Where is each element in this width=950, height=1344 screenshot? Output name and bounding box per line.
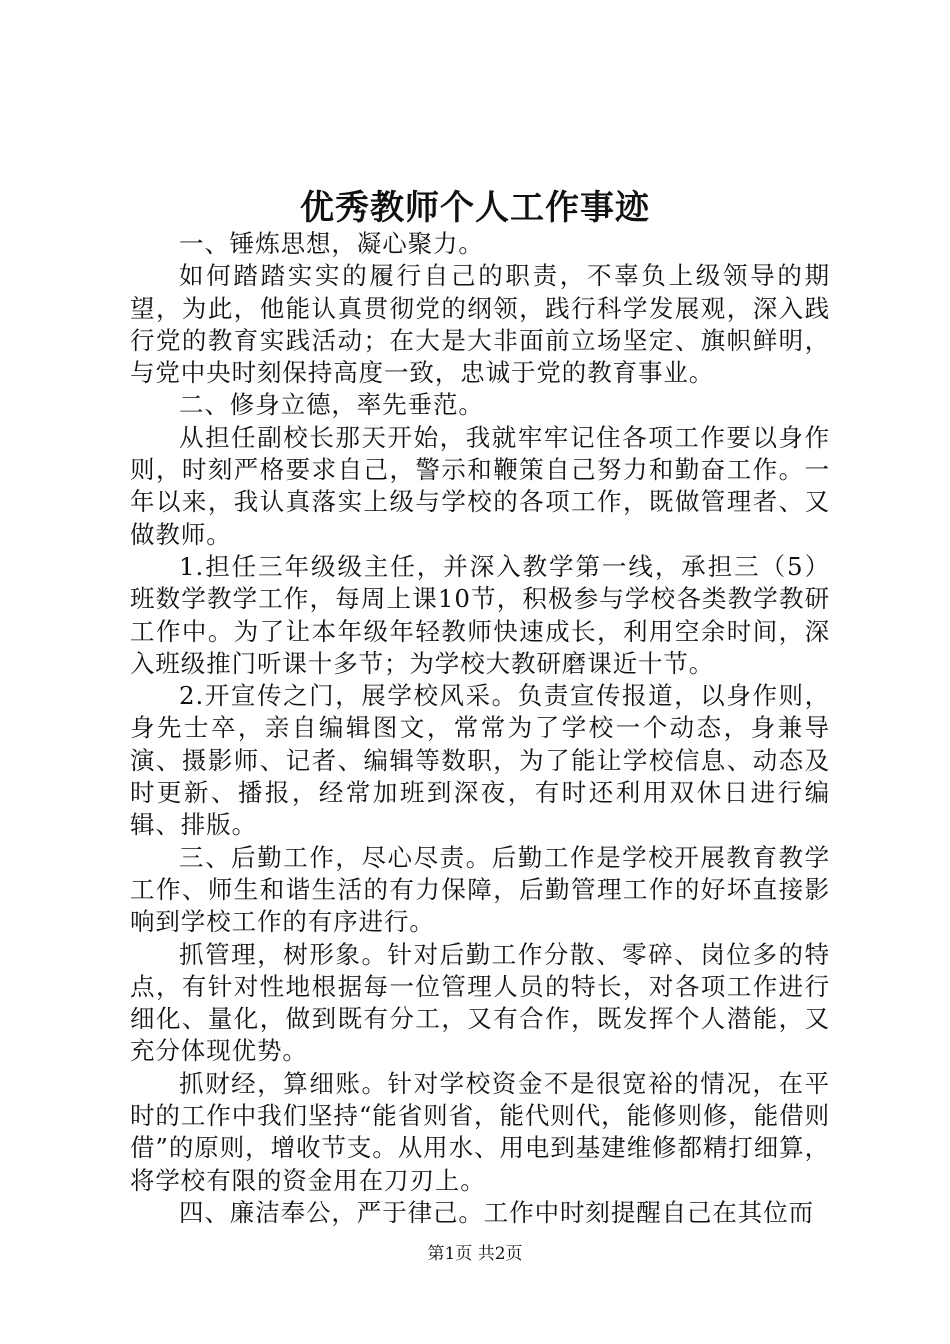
paragraph: 2.开宣传之门，展学校风采。负责宣传报道，以身作则，身先士卒，亲自编辑图文，常常为了学校一个动态，身兼导演、摄影师、记者、编辑等数职，为了能让学校信息、动态及时更新、播报，经常加班到深夜，有时还利用双休日进行编辑、排版。 <box>130 681 830 840</box>
page-footer: 第1页 共2页 <box>427 1244 523 1264</box>
section-heading-3: 三、后勤工作，尽心尽责。后勤工作是学校开展教育教学工作、师生和谐生活的有力保障，后勤管理工作的好坏直接影响到学校工作的有序进行。 <box>130 842 830 937</box>
section-heading-4: 四、廉洁奉公，严于律己。工作中时刻提醒自己在其位而 <box>179 1197 814 1227</box>
document-title: 优秀教师个人工作事迹 <box>300 188 650 228</box>
paragraph: 从担任副校长那天开始，我就牢牢记住各项工作要以身作则，时刻严格要求自己，警示和鞭策自己努力和勤奋工作。一年以来，我认真落实上级与学校的各项工作，既做管理者、又做教师。 <box>130 422 830 549</box>
paragraph: 1.担任三年级级主任，并深入教学第一线，承担三（5）班数学教学工作，每周上课10节，积极参与学校各类教学教研工作中。为了让本年级年轻教师快速成长，利用空余时间，深入班级推门听课十多节；为学校大教研磨课近十节。 <box>130 551 830 678</box>
paragraph: 抓财经，算细账。针对学校资金不是很宽裕的情况，在平时的工作中我们坚持“能省则省，能代则代，能修则修，能借则借”的原则，增收节支。从用水、用电到基建维修都精打细算，将学校有限的资金用在刀刃上。 <box>130 1068 830 1195</box>
paragraph: 如何踏踏实实的履行自己的职责，不辜负上级领导的期望，为此，他能认真贯彻党的纲领，践行科学发展观，深入践行党的教育实践活动；在大是大非面前立场坚定、旗帜鲜明，与党中央时刻保持高度一致，忠诚于党的教育事业。 <box>130 261 830 388</box>
document-body <box>130 228 830 1229</box>
paragraph: 抓管理，树形象。针对后勤工作分散、零碎、岗位多的特点，有针对性地根据每一位管理人员的特长，对各项工作进行细化、量化，做到既有分工，又有合作，既发挥个人潜能，又充分体现优势。 <box>130 939 830 1066</box>
section-heading-1: 一、锤炼思想，凝心聚力。 <box>179 229 484 258</box>
section-heading-2: 二、修身立德，率先垂范。 <box>179 390 484 420</box>
